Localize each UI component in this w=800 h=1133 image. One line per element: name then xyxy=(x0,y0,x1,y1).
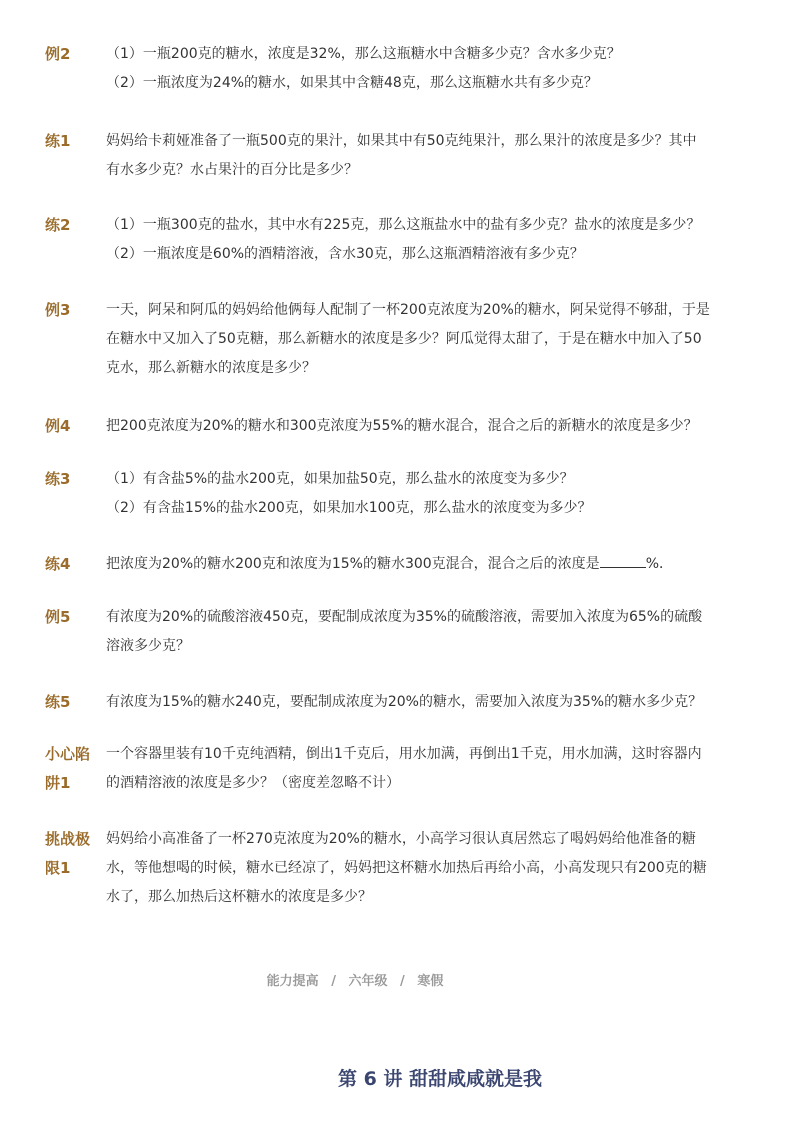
problem-label: 练1 xyxy=(45,132,71,150)
problem-label: 例2 xyxy=(45,45,71,63)
problem-label: 练5 xyxy=(45,693,71,711)
problem-text xyxy=(106,603,726,661)
problem-line: 水，等他想喝的时候，糖水已经凉了，妈妈把这杯糖水加热后再给小高，小高发现只有200克的糖 xyxy=(106,860,707,876)
problem-line: 溶液多少克？ xyxy=(106,638,190,654)
breadcrumb-item: 寒假 xyxy=(417,974,444,989)
footer-breadcrumb xyxy=(0,970,710,989)
problem-text xyxy=(106,825,726,912)
problem-line: 水了，那么加热后这杯糖水的浓度是多少？ xyxy=(106,889,372,905)
problem-text xyxy=(106,211,726,269)
problem-line xyxy=(106,550,726,579)
problem-label: 例5 xyxy=(45,608,71,626)
problem-label: 练4 xyxy=(45,555,71,573)
problem-text xyxy=(106,465,726,523)
breadcrumb-separator: / xyxy=(400,974,405,989)
problem-line: （2）有含盐15%的盐水200克，如果加水100克，那么盐水的浓度变为多少？ xyxy=(106,500,592,516)
problem-label: 例4 xyxy=(45,417,71,435)
problem-line: 一天，阿呆和阿瓜的妈妈给他俩每人配制了一杯200克浓度为20%的糖水，阿呆觉得不够甜，于是 xyxy=(106,302,710,318)
problem-line: 克水，那么新糖水的浓度是多少？ xyxy=(106,360,316,376)
problem-label: 练2 xyxy=(45,216,71,234)
breadcrumb-separator: / xyxy=(331,974,336,989)
problem-text xyxy=(106,688,726,717)
problem-line: 妈妈给卡莉娅准备了一瓶500克的果汁，如果其中有50克纯果汁，那么果汁的浓度是多少？其中 xyxy=(106,133,697,149)
lecture-title: 第 6 讲 甜甜咸咸就是我 xyxy=(337,1068,543,1090)
problem-line-start: 把浓度为20%的糖水200克和浓度为15%的糖水300克混合，混合之后的浓度是 xyxy=(106,556,600,572)
problem-text xyxy=(106,550,726,579)
problem-text xyxy=(106,740,726,798)
problem-text xyxy=(106,40,726,98)
problem-line: 妈妈给小高准备了一杯270克浓度为20%的糖水，小高学习很认真居然忘了喝妈妈给他准备的糖 xyxy=(106,831,696,847)
problem-label: 小心陷阱1 xyxy=(45,745,91,792)
problem-label: 练3 xyxy=(45,470,71,488)
problem-text xyxy=(106,296,726,383)
problem-line: 的酒精溶液的浓度是多少？（密度差忽略不计） xyxy=(106,775,400,791)
problem-line: （2）一瓶浓度为24%的糖水，如果其中含糖48克，那么这瓶糖水共有多少克？ xyxy=(106,75,598,91)
problem-line: 有浓度为20%的硫酸溶液450克，要配制成浓度为35%的硫酸溶液，需要加入浓度为65%的硫酸 xyxy=(106,609,703,625)
answer-blank[interactable] xyxy=(600,553,646,568)
problem-line: 有浓度为15%的糖水240克，要配制成浓度为20%的糖水，需要加入浓度为35%的糖水多少克？ xyxy=(106,694,703,710)
breadcrumb-item: 能力提高 xyxy=(266,974,319,989)
problem-line: 在糖水中又加入了50克糖，那么新糖水的浓度是多少？阿瓜觉得太甜了，于是在糖水中加入了50 xyxy=(106,331,702,347)
problem-line: 一个容器里装有10千克纯酒精，倒出1千克后，用水加满，再倒出1千克，用水加满，这时容器内 xyxy=(106,746,702,762)
problem-label: 挑战极限1 xyxy=(45,830,91,877)
problem-text xyxy=(106,412,726,441)
problem-line: （1）有含盐5%的盐水200克，如果加盐50克，那么盐水的浓度变为多少？ xyxy=(106,471,574,487)
problem-line: 把200克浓度为20%的糖水和300克浓度为55%的糖水混合，混合之后的新糖水的浓度是多少？ xyxy=(106,418,698,434)
problem-text xyxy=(106,127,726,185)
problem-line: （1）一瓶300克的盐水，其中水有225克，那么这瓶盐水中的盐有多少克？盐水的浓度是多少？ xyxy=(106,217,701,233)
breadcrumb-item: 六年级 xyxy=(348,974,388,989)
problem-line-end: %． xyxy=(645,556,673,572)
problem-label: 例3 xyxy=(45,301,71,319)
problem-line: 有水多少克？水占果汁的百分比是多少？ xyxy=(106,162,358,178)
problem-line: （2）一瓶浓度是60%的酒精溶液，含水30克，那么这瓶酒精溶液有多少克？ xyxy=(106,246,584,262)
problem-line: （1）一瓶200克的糖水，浓度是32%，那么这瓶糖水中含糖多少克？含水多少克？ xyxy=(106,46,621,62)
